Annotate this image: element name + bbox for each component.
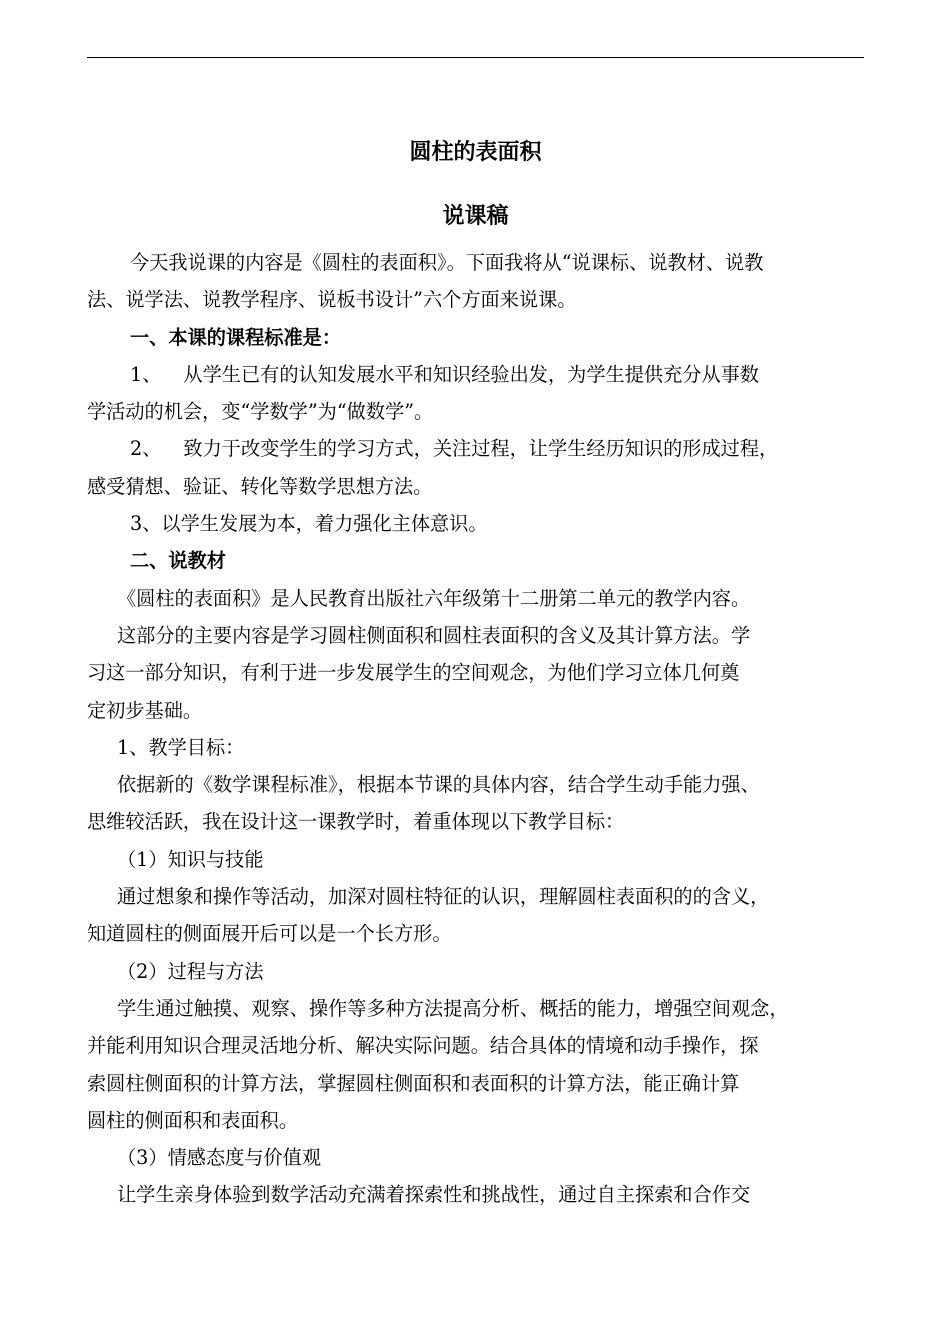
intro-line-1: 今天我说课的内容是《圆柱的表面积》。下面我将从“说课标、说教材、说教 (130, 251, 764, 274)
knowledge-line-1: 通过想象和操作等活动，加深对圆柱特征的认识，理解圆柱表面积的的含义， (117, 885, 770, 909)
standard-1-number: 1、 (130, 362, 162, 386)
material-line-3: 习这一部分知识，有利于进一步发展学生的空间观念，为他们学习立体几何奠 (87, 661, 740, 685)
material-line-4: 定初步基础。 (87, 698, 203, 722)
material-line-1: 《圆柱的表面积》是人民教育出版社六年级第十二册第二单元的教学内容。 (117, 586, 751, 610)
process-line-1: 学生通过触摸、观察、操作等多种方法提高分析、概括的能力，增强空间观念， (117, 996, 789, 1020)
section-1-heading: 一、本课的课程标准是： (130, 325, 342, 349)
process-line-2: 并能利用知识合理灵活地分析、解决实际问题。结合具体的情境和动手操作，探 (87, 1034, 759, 1058)
goal-line-2: 思维较活跃，我在设计这一课教学时，着重体现以下教学目标： (87, 810, 625, 834)
process-heading: （2）过程与方法 (117, 959, 264, 983)
emotion-heading: （3）情感态度与价值观 (117, 1146, 322, 1170)
standard-2-text: 致力于改变学生的学习方式，关注过程，让学生经历知识的形成过程， (183, 437, 779, 461)
intro-line-2: 法、说学法、说教学程序、说板书设计”六个方面来说课。 (87, 288, 577, 312)
emotion-line-1: 让学生亲身体验到数学活动充满着探索性和挑战性，通过自主探索和合作交 (117, 1183, 751, 1207)
header-rule (87, 57, 864, 58)
standard-1-line-1 (87, 356, 867, 393)
document-subtitle: 说课稿 (442, 204, 509, 229)
goal-heading: 1、教学目标： (117, 735, 245, 759)
document-body (87, 244, 867, 1214)
process-line-3: 索圆柱侧面积的计算方法，掌握圆柱侧面积和表面积的计算方法，能正确计算 (87, 1071, 740, 1095)
standard-2-number: 2、 (130, 437, 162, 461)
knowledge-heading: （1）知识与技能 (117, 847, 264, 871)
standard-2-line-1 (87, 430, 867, 467)
goal-line-1: 依据新的《数学课程标准》，根据本节课的具体内容，结合学生动手能力强、 (117, 773, 760, 797)
process-line-4: 圆柱的侧面积和表面积。 (87, 1108, 299, 1132)
standard-1-line-2: 学活动的机会，变“学数学”为“做数学”。 (87, 400, 434, 424)
knowledge-line-2: 知道圆柱的侧面展开后可以是一个长方形。 (87, 922, 452, 946)
standard-1-text: 从学生已有的认知发展水平和知识经验出发，为学生提供充分从事数 (183, 362, 760, 386)
section-2-heading: 二、说教材 (130, 549, 226, 573)
standard-3: 3、以学生发展为本，着力强化主体意识。 (130, 512, 488, 536)
material-line-2: 这部分的主要内容是学习圆柱侧面积和圆柱表面积的含义及其计算方法。学 (117, 623, 751, 647)
document-title: 圆柱的表面积 (409, 140, 542, 165)
standard-2-line-2: 感受猜想、验证、转化等数学思想方法。 (87, 474, 433, 498)
